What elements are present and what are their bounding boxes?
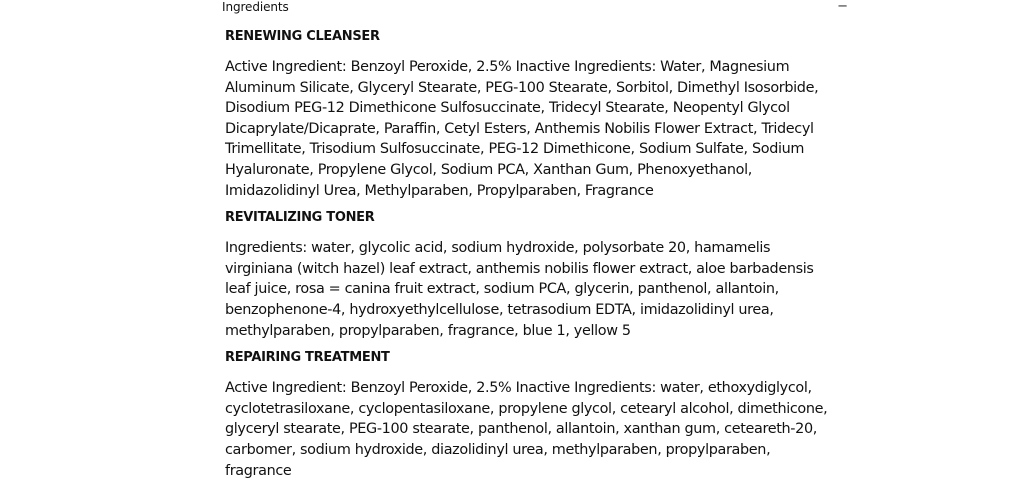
ingredients-accordion: [222, 0, 850, 479]
section-text-repairing-treatment: Active Ingredient: Benzoyl Peroxide, 2.5% Inactive Ingredients: water, ethoxydiglycol, cyclotetrasiloxane, cyclopentasiloxane, propylene glycol, cetearyl alcohol, dimethicone, glyceryl stearate, PEG-100 stearate, panthenol, allantoin, xanthan gum, ceteareth-20, carbomer, sodium hydroxide, diazolidinyl urea, methylparaben, propylparaben, fragrance: [225, 380, 828, 479]
minus-icon[interactable]: −: [837, 0, 848, 14]
section-heading-repairing-treatment: REPAIRING TREATMENT: [225, 350, 390, 366]
accordion-body: [225, 27, 835, 481]
section-heading-renewing-cleanser: RENEWING CLEANSER: [225, 29, 380, 44]
accordion-title: Ingredients: [222, 0, 289, 14]
section-heading-revitalizing-toner: REVITALIZING TONER: [225, 210, 375, 226]
section-text-renewing-cleanser: Active Ingredient: Benzoyl Peroxide, 2.5% Inactive Ingredients: Water, Magnesium Aluminum Silicate, Glyceryl Stearate, PEG-100 Stearate, Sorbitol, Dimethyl Isosorbide, Disodium PEG-12 Dimethicone Sulfosuccinate, Tridecyl Stearate, Neopentyl Glycol Dicaprylate/Dicaprate, Paraffin, Cetyl Esters, Anthemis Nobilis Flower Extract, Tridecyl Trimellitate, Trisodium Sulfosuccinate, PEG-12 Dimethicone, Sodium Sulfate, Sodium Hyaluronate, Propylene Glycol, Sodium PCA, Xanthan Gum, Phenoxyethanol, Imidazolidinyl Urea, Methylparaben, Propylparaben, Fragrance: [225, 59, 819, 199]
accordion-header[interactable]: [222, 0, 850, 14]
section-text-revitalizing-toner: Ingredients: water, glycolic acid, sodium hydroxide, polysorbate 20, hamamelis virginiana (witch hazel) leaf extract, anthemis nobilis flower extract, aloe barbadensis leaf juice, rosa = canina fruit extract, sodium PCA, glycerin, panthenol, allantoin, benzophenone-4, hydroxyethylcellulose, tetrasodium EDTA, imidazolidinyl urea, methylparaben, propylparaben, fragrance, blue 1, yellow 5: [225, 240, 814, 339]
